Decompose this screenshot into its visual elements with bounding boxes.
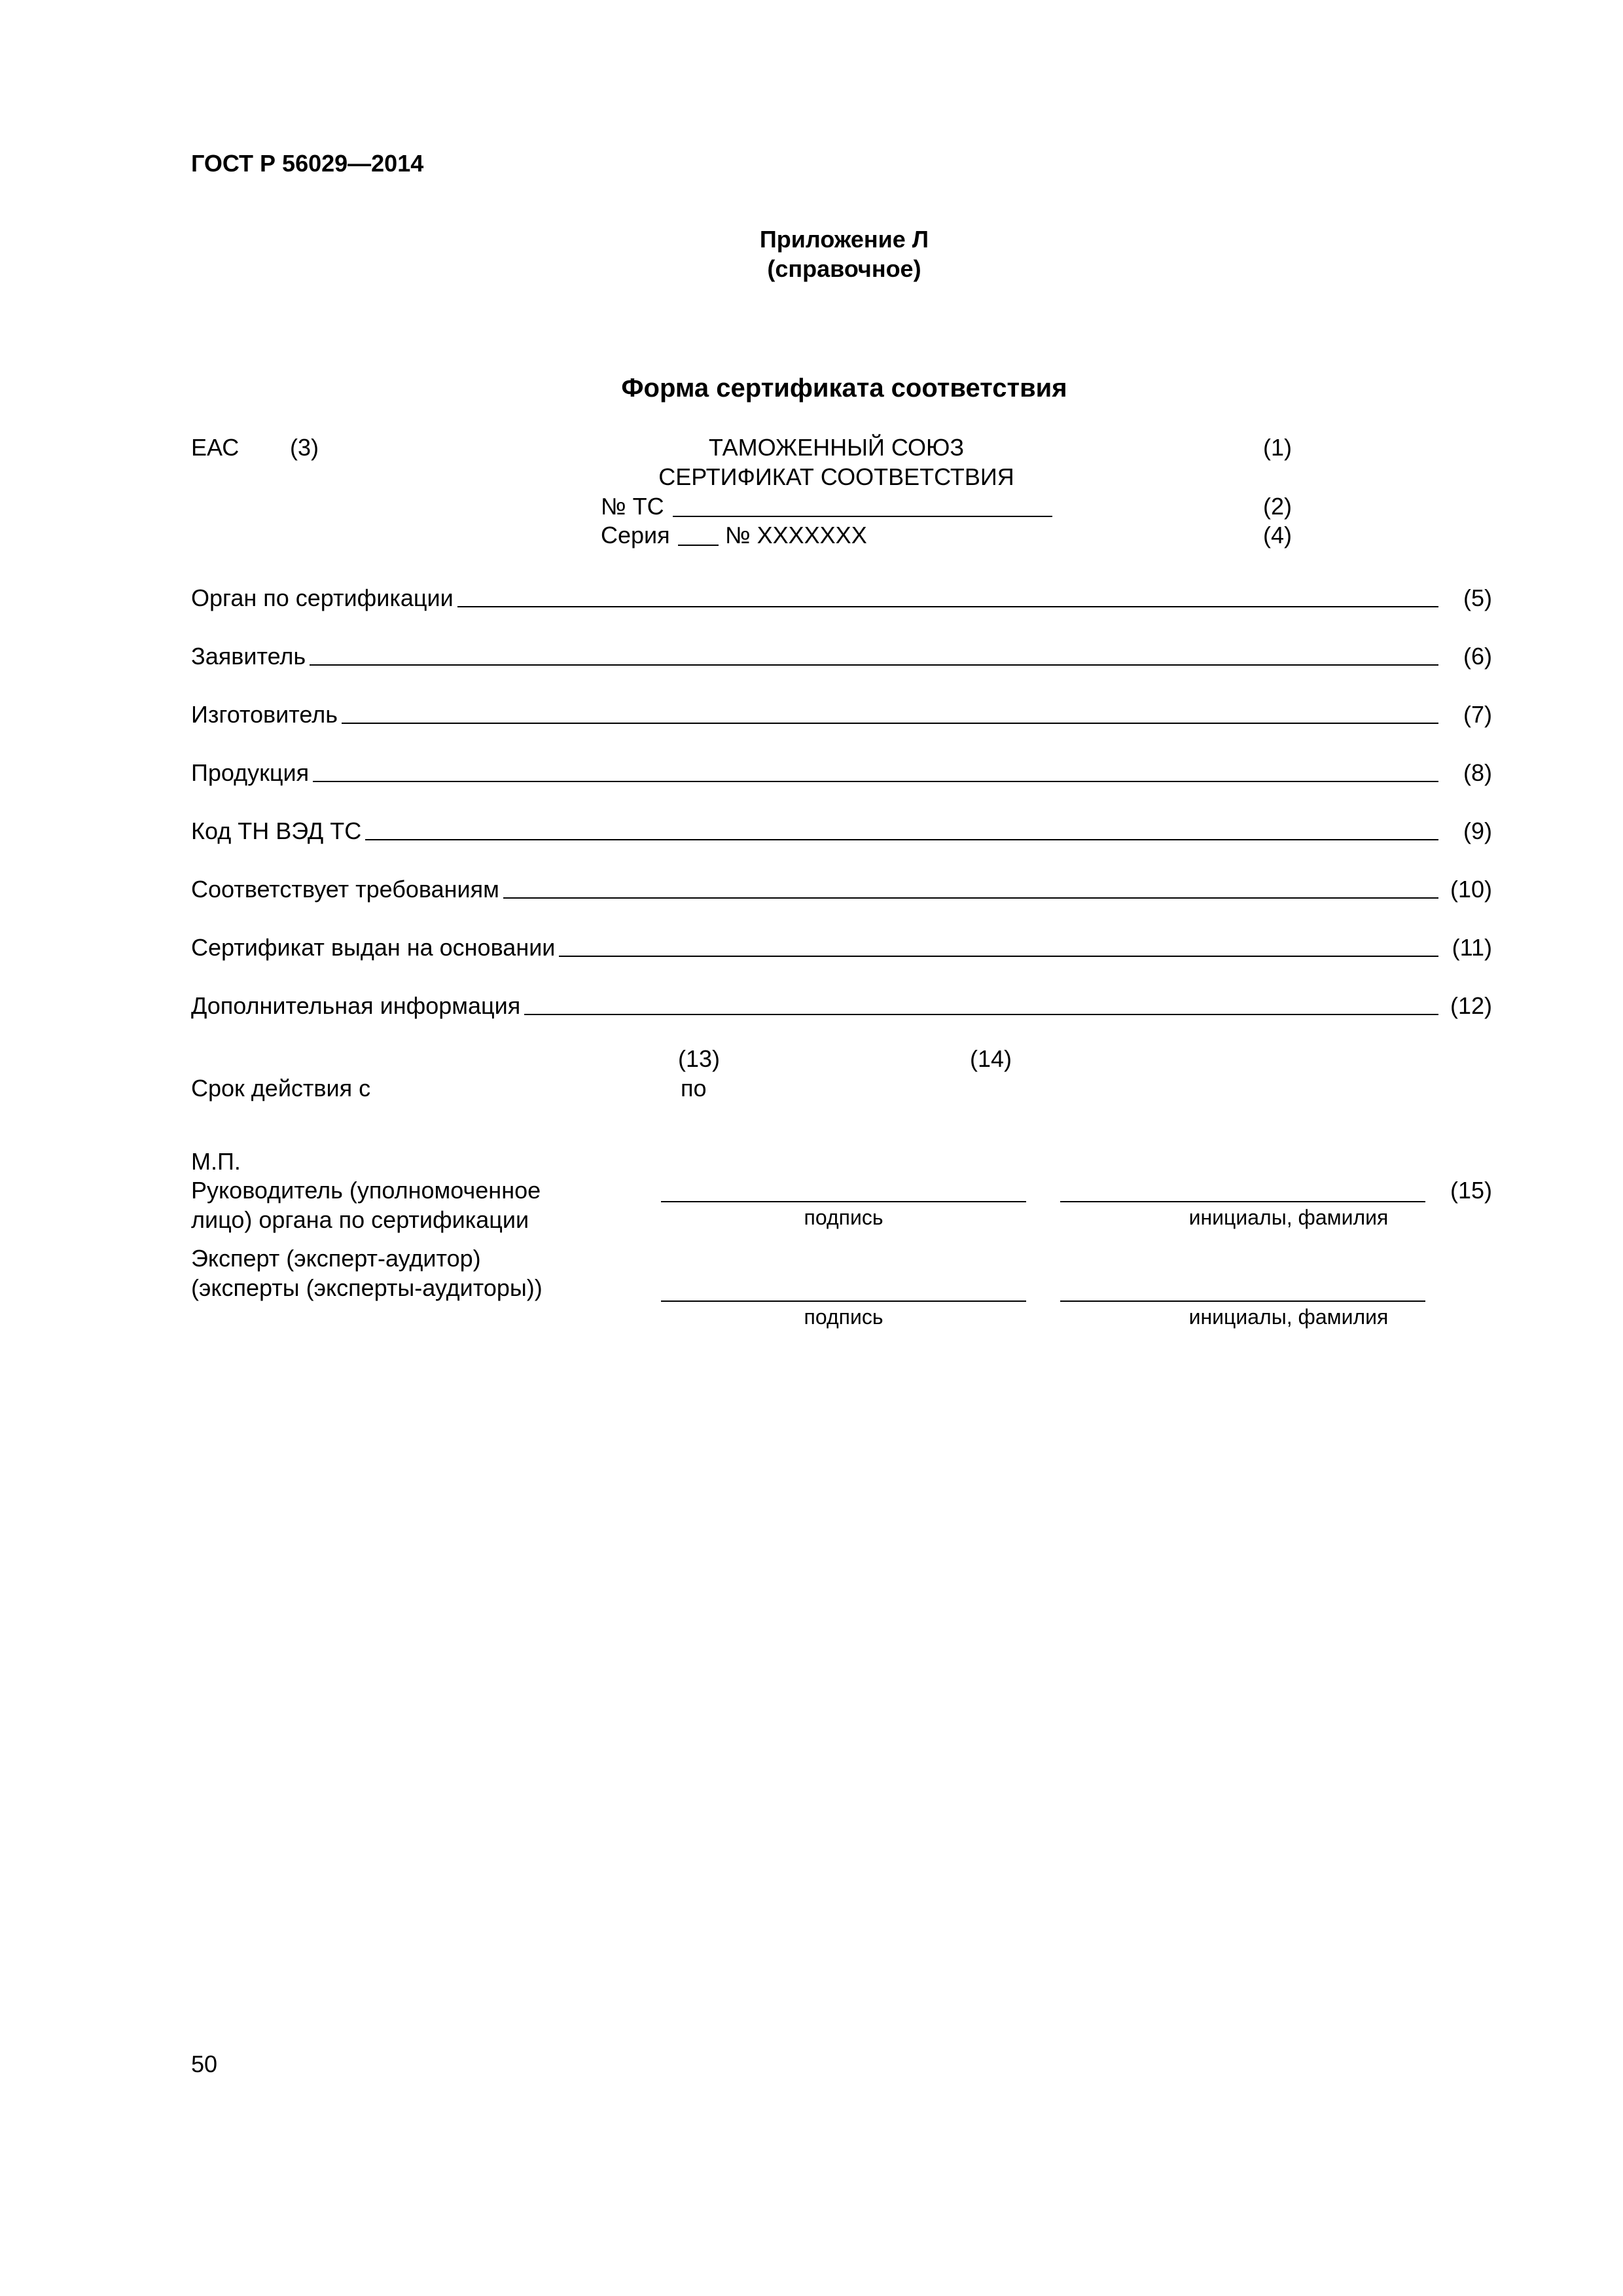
series-label: Серия <box>601 522 670 548</box>
validity-label: Срок действия с <box>191 1075 371 1102</box>
field-line[interactable] <box>365 839 1438 840</box>
no-tc-label: № ТС <box>601 493 664 520</box>
field-row-applicant <box>191 639 1492 668</box>
expert-name-line[interactable] <box>1060 1300 1425 1302</box>
customs-union-heading: ТАМОЖЕННЫЙ СОЮЗ <box>708 434 965 461</box>
field-ref: (9) <box>1463 817 1492 844</box>
series-number: № ХХХХХХХ <box>725 522 867 548</box>
ref-2: (2) <box>1263 493 1292 520</box>
head-signature-caption: подпись <box>804 1206 883 1229</box>
ref-14: (14) <box>970 1045 1012 1072</box>
annex-title: Приложение Л <box>759 226 929 253</box>
field-ref: (11) <box>1452 934 1492 961</box>
field-label: Соответствует требованиям <box>191 876 499 903</box>
validity-to-label: по <box>681 1075 707 1102</box>
stamp-place: М.П. <box>191 1148 241 1175</box>
head-title-line2: лицо) органа по сертификации <box>191 1206 529 1233</box>
field-ref: (8) <box>1463 759 1492 786</box>
field-row-requirements <box>191 872 1492 901</box>
field-row-certification-body <box>191 581 1492 610</box>
field-line[interactable] <box>503 897 1438 899</box>
certificate-heading: СЕРТИФИКАТ СООТВЕТСТВИЯ <box>658 463 1014 490</box>
standard-designation: ГОСТ Р 56029—2014 <box>191 150 424 177</box>
head-signature-line[interactable] <box>661 1201 1026 1202</box>
annex-subtitle: (справочное) <box>767 255 921 282</box>
field-ref: (10) <box>1450 876 1492 903</box>
field-ref: (5) <box>1463 584 1492 611</box>
ref-3: (3) <box>290 434 319 461</box>
field-ref: (6) <box>1463 643 1492 670</box>
expert-name-caption: инициалы, фамилия <box>1188 1305 1389 1329</box>
eac-mark: ЕАС <box>191 434 240 461</box>
head-name-caption: инициалы, фамилия <box>1188 1206 1389 1229</box>
field-line[interactable] <box>457 606 1438 607</box>
ref-1: (1) <box>1263 434 1292 461</box>
field-label: Заявитель <box>191 643 306 670</box>
field-label: Орган по сертификации <box>191 584 454 611</box>
field-line[interactable] <box>310 664 1438 666</box>
field-line[interactable] <box>524 1014 1438 1015</box>
field-row-issued-basis <box>191 931 1492 960</box>
field-label: Изготовитель <box>191 701 338 728</box>
field-row-additional-info <box>191 989 1492 1018</box>
ref-4: (4) <box>1263 522 1292 548</box>
form-title: Форма сертификата соответствия <box>621 374 1067 403</box>
field-ref: (7) <box>1463 701 1492 728</box>
field-ref: (12) <box>1450 992 1492 1019</box>
field-label: Код ТН ВЭД ТС <box>191 817 362 844</box>
field-row-product <box>191 756 1492 785</box>
field-line[interactable] <box>342 723 1438 724</box>
ref-13: (13) <box>678 1045 721 1072</box>
no-tc-line <box>673 516 1052 517</box>
expert-title-line1: Эксперт (эксперт-аудитор) <box>191 1245 481 1272</box>
field-label: Дополнительная информация <box>191 992 521 1019</box>
expert-signature-caption: подпись <box>804 1305 883 1329</box>
page-number: 50 <box>191 2051 218 2077</box>
head-title-line1: Руководитель (уполномоченное <box>191 1177 541 1204</box>
series-line <box>678 545 719 546</box>
field-label: Сертификат выдан на основании <box>191 934 556 961</box>
head-name-line[interactable] <box>1060 1201 1425 1202</box>
field-label: Продукция <box>191 759 310 786</box>
field-line[interactable] <box>559 956 1438 957</box>
field-line[interactable] <box>313 781 1438 782</box>
expert-signature-line[interactable] <box>661 1300 1026 1302</box>
field-row-manufacturer <box>191 698 1492 726</box>
expert-title-line2: (эксперты (эксперты-аудиторы)) <box>191 1274 543 1301</box>
field-row-tn-ved-code <box>191 814 1492 843</box>
ref-15: (15) <box>1450 1177 1493 1204</box>
